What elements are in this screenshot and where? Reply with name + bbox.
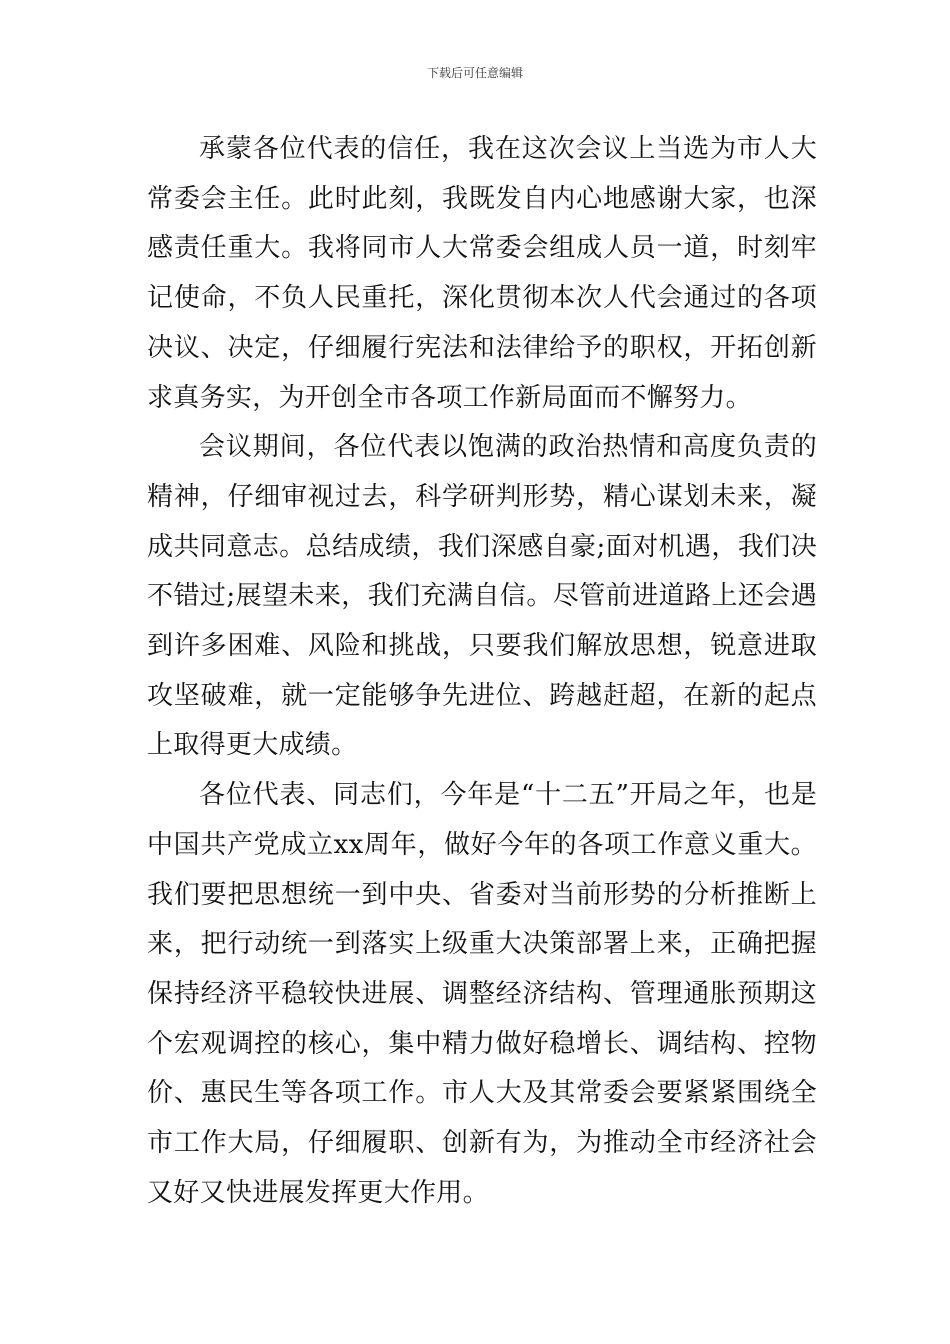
paragraph-1: 承蒙各位代表的信任，我在这次会议上当选为市人大常委会主任。此时此刻，我既发自内心地感谢大家，也深感责任重大。我将同市人大常委会组成人员一道，时刻牢记使命，不负人民重托，深化贯彻本次人代会通过的各项决议、决定，仔细履行宪法和法律给予的职权，开拓创新求真务实，为开创全市各项工作新局面而不懈努力。 <box>147 134 817 413</box>
paragraph-3: 各位代表、同志们，今年是“十二五”开局之年，也是中国共产党成立xx周年，做好今年的各项工作意义重大。我们要把思想统一到中央、省委对当前形势的分析推断上来，把行动统一到落实上级重大决策部署上来，正确把握保持经济平稳较快进展、调整经济结构、管理通胀预期这个宏观调控的核心，集中精力做好稳增长、调结构、控物价、惠民生等各项工作。市人大及其常委会要紧紧围绕全市工作大局，仔细履职、创新有为，为推动全市经济社会又好又快进展发挥更大作用。 <box>147 780 817 1208</box>
document-body <box>147 125 817 1218</box>
page-header: 下载后可任意编辑 <box>426 66 523 80</box>
paragraph-2: 会议期间，各位代表以饱满的政治热情和高度负责的精神，仔细审视过去，科学研判形势，精心谋划未来，凝成共同意志。总结成绩，我们深感自豪;面对机遇，我们决不错过;展望未来，我们充满自信。尽管前进道路上还会遇到许多困难、风险和挑战，只要我们解放思想，锐意进取攻坚破难，就一定能够争先进位、跨越赶超，在新的起点上取得更大成绩。 <box>147 432 817 761</box>
